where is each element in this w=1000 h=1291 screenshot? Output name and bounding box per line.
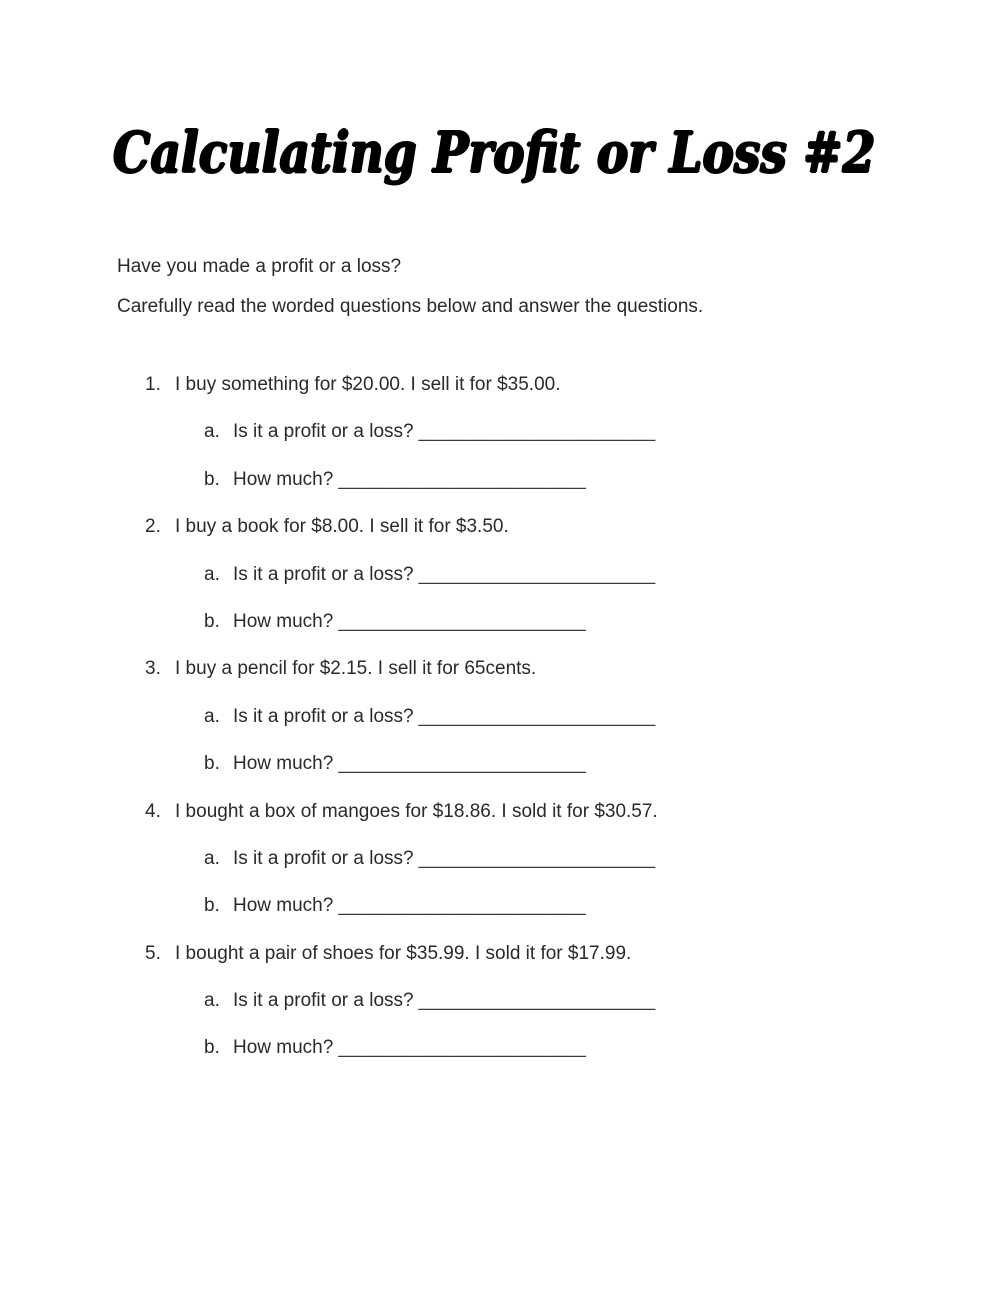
part-label: How much?: [233, 895, 334, 917]
part-label: How much?: [233, 610, 334, 632]
question-text-line: [0, 802, 1000, 822]
question-4: [0, 802, 1000, 917]
answer-blank[interactable]: ______________________: [418, 421, 656, 443]
question-part-line: [0, 470, 1000, 490]
question-number: 2.: [145, 516, 161, 538]
question-number: 5.: [145, 942, 161, 964]
part-label: Is it a profit or a loss?: [233, 563, 414, 585]
question-text: I bought a box of mangoes for $18.86. I sold it for $30.57.: [175, 800, 658, 822]
question-5: [0, 944, 1000, 1059]
part-label: How much?: [233, 468, 334, 490]
intro-line-2: Carefully read the worded questions below and answer the questions.: [117, 296, 704, 317]
question-part-line: [0, 707, 1000, 727]
answer-blank[interactable]: ______________________: [418, 990, 656, 1012]
part-letter: a.: [204, 990, 220, 1012]
part-letter: b.: [204, 1037, 220, 1059]
intro-line-1: Have you made a profit or a loss?: [117, 256, 402, 277]
part-label: How much?: [233, 753, 334, 775]
part-letter: b.: [204, 468, 220, 490]
question-text: I buy something for $20.00. I sell it for $35.00.: [175, 374, 561, 395]
question-part-line: [0, 565, 1000, 585]
question-part-line: [0, 754, 1000, 774]
part-letter: b.: [204, 753, 220, 775]
answer-blank[interactable]: _______________________: [338, 468, 586, 490]
answer-blank[interactable]: ______________________: [418, 847, 656, 869]
question-part-line: [0, 422, 1000, 442]
answer-blank[interactable]: _______________________: [338, 610, 586, 632]
question-part-line: [0, 849, 1000, 869]
question-text: I buy a book for $8.00. I sell it for $3.50.: [175, 516, 509, 538]
part-letter: a.: [204, 705, 220, 727]
question-text: I buy a pencil for $2.15. I sell it for 65cents.: [175, 658, 537, 680]
part-letter: b.: [204, 895, 220, 917]
question-2: [0, 517, 1000, 632]
question-number: 3.: [145, 658, 161, 680]
answer-blank[interactable]: _______________________: [338, 895, 586, 917]
question-1: [0, 375, 1000, 490]
question-text-line: [0, 517, 1000, 537]
part-letter: a.: [204, 847, 220, 869]
part-label: Is it a profit or a loss?: [233, 990, 414, 1012]
question-number: 4.: [145, 800, 161, 822]
answer-blank[interactable]: ______________________: [418, 563, 656, 585]
question-3: [0, 659, 1000, 774]
part-letter: b.: [204, 610, 220, 632]
part-label: Is it a profit or a loss?: [233, 705, 414, 727]
questions-list: [0, 375, 1000, 1086]
question-part-line: [0, 991, 1000, 1011]
answer-blank[interactable]: _______________________: [338, 753, 586, 775]
question-text-line: [0, 944, 1000, 964]
part-label: How much?: [233, 1037, 334, 1059]
part-letter: a.: [204, 563, 220, 585]
question-part-line: [0, 1038, 1000, 1058]
worksheet-title: Calculating Profit or Loss #2: [113, 120, 876, 186]
part-letter: a.: [204, 421, 220, 443]
answer-blank[interactable]: ______________________: [418, 705, 656, 727]
question-text: I bought a pair of shoes for $35.99. I sold it for $17.99.: [175, 942, 632, 964]
question-text-line: [0, 375, 1000, 395]
question-number: 1.: [145, 374, 161, 395]
part-label: Is it a profit or a loss?: [233, 847, 414, 869]
question-part-line: [0, 896, 1000, 916]
question-part-line: [0, 612, 1000, 632]
part-label: Is it a profit or a loss?: [233, 421, 414, 443]
answer-blank[interactable]: _______________________: [338, 1037, 586, 1059]
question-text-line: [0, 659, 1000, 679]
